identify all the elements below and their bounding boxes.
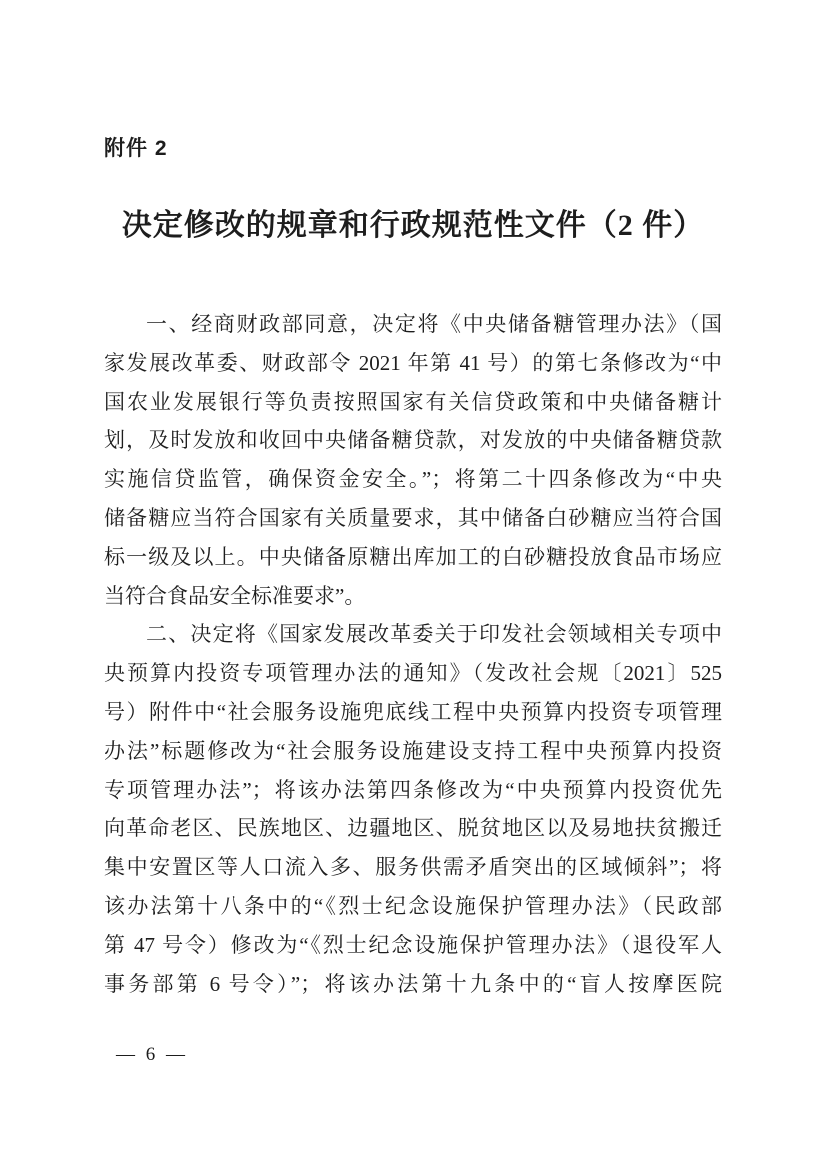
paragraph-2-line-4: 办法”标题修改为“社会服务设施建设支持工程中央预算内投资 [104, 738, 722, 763]
paragraph-1-line-8: 当符合食品安全标准要求”。 [104, 583, 366, 608]
paragraph-2-line-5: 专项管理办法”；将该办法第四条修改为“中央预算内投资优先 [104, 777, 722, 802]
paragraph-2-line-9: 第 47 号令）修改为“《烈士纪念设施保护管理办法》（退役军人 [104, 932, 722, 957]
paragraph-2-line-3: 号）附件中“社会服务设施兜底线工程中央预算内投资专项管理 [104, 699, 722, 724]
paragraph-2-line-7: 集中安置区等人口流入多、服务供需矛盾突出的区域倾斜”；将 [104, 855, 722, 880]
paragraph-1-line-2: 家发展改革委、财政部令 2021 年第 41 号）的第七条修改为“中 [104, 350, 722, 375]
page-number: — 6 — [116, 1044, 188, 1065]
paragraph-1-line-4: 划，及时发放和收回中央储备糖贷款，对发放的中央储备糖贷款 [104, 428, 722, 453]
paragraph-1-line-3: 国农业发展银行等负责按照国家有关信贷政策和中央储备糖计 [104, 389, 722, 414]
document-title: 决定修改的规章和行政规范性文件（2 件） [121, 209, 705, 242]
paragraph-1-line-7: 标一级及以上。中央储备原糖出库加工的白砂糖投放食品市场应 [104, 544, 722, 569]
paragraph-2-line-8: 该办法第十八条中的“《烈士纪念设施保护管理办法》（民政部 [104, 893, 722, 918]
paragraph-2-line-6: 向革命老区、民族地区、边疆地区、脱贫地区以及易地扶贫搬迁 [104, 816, 722, 841]
paragraph-2-line-2: 央预算内投资专项管理办法的通知》（发改社会规〔2021〕525 [104, 661, 722, 686]
document-body [104, 305, 722, 1003]
attachment-label: 附件 2 [104, 137, 168, 160]
paragraph-1-line-6: 储备糖应当符合国家有关质量要求，其中储备白砂糖应当符合国 [104, 505, 722, 530]
paragraph-1-line-1: 一、经商财政部同意，决定将《中央储备糖管理办法》（国 [146, 312, 722, 336]
paragraph-1-line-5: 实施信贷监管，确保资金安全。”；将第二十四条修改为“中央 [104, 467, 722, 492]
paragraph-2-line-10: 事务部第 6 号令）”；将该办法第十九条中的“盲人按摩医院 [104, 971, 722, 996]
paragraph-2-line-1: 二、决定将《国家发展改革委关于印发社会领域相关专项中 [146, 622, 722, 647]
